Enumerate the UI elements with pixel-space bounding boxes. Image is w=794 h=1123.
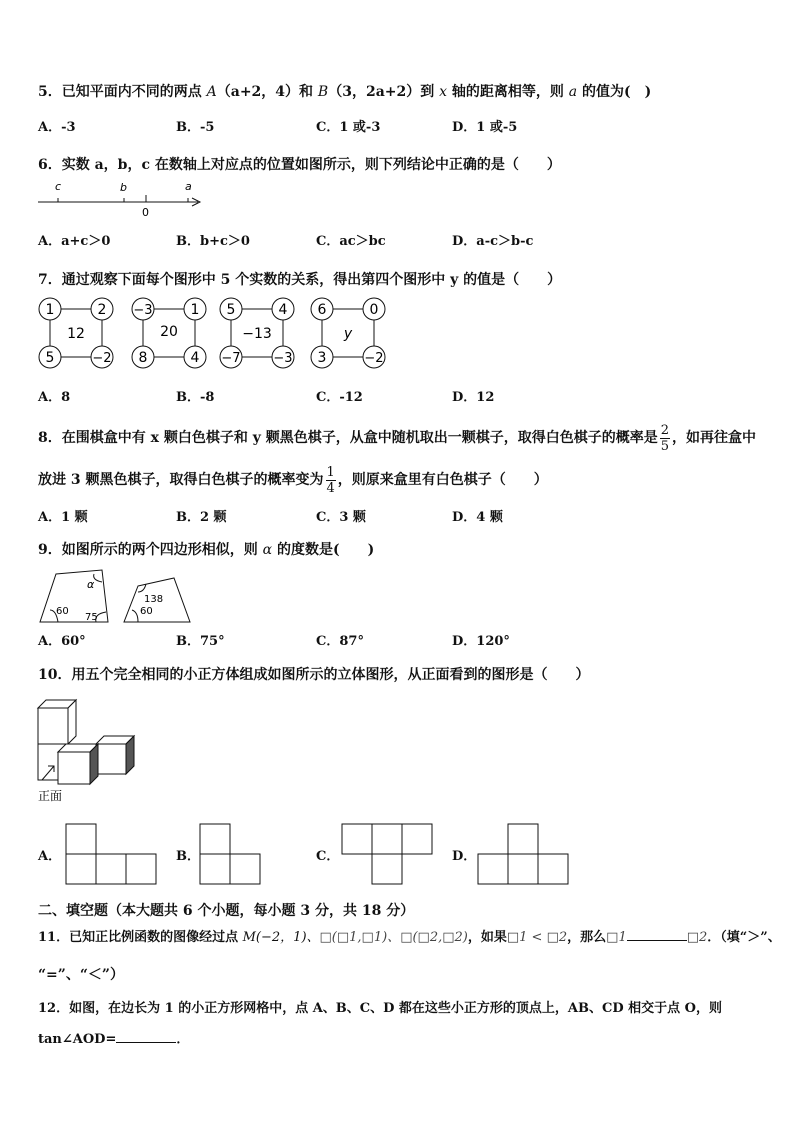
fig2-bottom-right: 4 <box>190 350 200 366</box>
q7-option-b[interactable]: B．-8 <box>176 390 215 405</box>
q5-text-a: 5．已知平面内不同的两点 <box>38 84 207 100</box>
fraction-one-quarter <box>326 465 336 496</box>
cube-stack-figure <box>36 696 144 806</box>
square-figure-1 <box>39 298 113 368</box>
fig4-top-left: 6 <box>317 302 327 318</box>
q11-y2: □2 <box>686 930 708 945</box>
fig3-top-right: 4 <box>278 302 288 318</box>
q8-text-c: 放进 3 颗黑色棋子，取得白色棋子的概率变为 <box>38 472 324 488</box>
q7-option-c[interactable]: C．-12 <box>316 390 363 405</box>
q9-option-c[interactable]: C．87° <box>316 634 364 649</box>
fraction-2-numerator: 1 <box>326 464 335 480</box>
fraction-1-numerator: 2 <box>660 422 669 438</box>
fig1-bottom-right: −2 <box>92 351 112 366</box>
q11-text-b: ，如果 <box>467 930 507 945</box>
q10-option-d[interactable]: D． <box>452 849 477 864</box>
q5-text-d: 轴的距离相等，则 <box>447 84 569 100</box>
q5-option-a[interactable]: A．-3 <box>38 120 76 135</box>
question-12-line-2 <box>38 1030 189 1049</box>
section-fill-in-heading: 二、填空题（本大题共 6 个小题，每小题 3 分，共 18 分） <box>38 903 415 919</box>
q8-option-a[interactable]: A．1 颗 <box>38 510 88 525</box>
fig2-top-right: 1 <box>190 302 200 318</box>
q5-option-b[interactable]: B．-5 <box>176 120 215 135</box>
q8-text-d: ，则原来盒里有白色棋子（ ） <box>337 472 548 488</box>
q6-option-b[interactable]: B．b+c＞0 <box>176 234 250 249</box>
fig1-top-left: 1 <box>45 302 55 318</box>
fig4-center-y: y <box>343 326 353 342</box>
q5-point-a: A <box>206 84 217 100</box>
fig3-center: −13 <box>242 326 272 342</box>
question-5 <box>38 83 651 101</box>
q11-point-m: M(−2，1)、 <box>242 930 320 945</box>
q5-x-var: x <box>439 84 448 100</box>
angle-75-label: 75 <box>85 612 98 623</box>
q6-option-a[interactable]: A．a+c＞0 <box>38 234 111 249</box>
fig1-center: 12 <box>67 326 85 342</box>
q9-option-a[interactable]: A．60° <box>38 634 86 649</box>
q11-text-d: ．（填“＞”、 <box>707 930 781 945</box>
axis-label-c: c <box>55 180 62 193</box>
q5-a-var: a <box>568 84 578 100</box>
fraction-two-fifths <box>660 423 670 454</box>
fig2-bottom-left: 8 <box>138 350 148 366</box>
angle-60-label: 60 <box>56 606 69 617</box>
question-8-line-2 <box>38 462 548 498</box>
number-squares-figure <box>34 294 394 372</box>
q5-text-b: （a+2，4）和 <box>216 84 318 100</box>
q8-text-a: 8．在围棋盒中有 x 颗白色棋子和 y 颗黑色棋子，从盒中随机取出一颗棋子，取得白色棋子的概率是 <box>38 430 658 446</box>
angle-138-label: 138 <box>144 594 164 605</box>
question-10: 10．用五个完全相同的小正方体组成如图所示的立体图形，从正面看到的图形是（ ） <box>38 667 590 683</box>
angle-alpha-label: α <box>87 578 95 591</box>
fig4-bottom-right: −2 <box>364 351 384 366</box>
q10-option-a[interactable]: A． <box>38 849 62 864</box>
q5-text-e: 的值为( ) <box>577 84 652 100</box>
question-6: 6．实数 a，b，c 在数轴上对应点的位置如图所示，则下列结论中正确的是（ ） <box>38 157 561 173</box>
q6-option-c[interactable]: C．ac＞bc <box>316 234 386 249</box>
square-figure-2 <box>132 298 206 368</box>
number-line-figure <box>36 176 211 222</box>
angle-b60-label: 60 <box>140 606 153 617</box>
q10-option-b[interactable]: B． <box>176 849 200 864</box>
option-c-view-figure <box>340 822 434 886</box>
q9-text-a: 9．如图所示的两个四边形相似，则 <box>38 542 263 558</box>
q7-option-d[interactable]: D．12 <box>452 390 495 405</box>
square-figure-4 <box>311 298 385 368</box>
option-d-view-figure <box>476 822 570 886</box>
option-a-view-figure <box>64 822 158 886</box>
q5-option-d[interactable]: D．1 或-5 <box>452 120 518 135</box>
q10-option-c[interactable]: C． <box>316 849 340 864</box>
question-11-line-2: “=”、“＜”） <box>38 967 124 983</box>
q9-text-b: 的度数是( ) <box>272 542 375 558</box>
fig3-bottom-left: −7 <box>221 351 241 366</box>
question-8-line-1 <box>38 420 756 456</box>
q9-alpha: α <box>262 542 273 558</box>
q12-answer-blank[interactable] <box>116 1030 176 1043</box>
q11-y1: □1 <box>606 930 627 945</box>
fig1-bottom-left: 5 <box>45 350 55 366</box>
q8-option-c[interactable]: C．3 颗 <box>316 510 366 525</box>
fig1-top-right: 2 <box>97 302 107 318</box>
q9-option-d[interactable]: D．120° <box>452 634 510 649</box>
fig3-bottom-right: −3 <box>273 351 293 366</box>
q5-text-c: （3，2a+2）到 <box>328 84 440 100</box>
q8-text-b: ，如再往盒中 <box>672 430 756 446</box>
q9-option-b[interactable]: B．75° <box>176 634 225 649</box>
fig2-center: 20 <box>160 324 178 340</box>
q6-option-d[interactable]: D．a-c＞b-c <box>452 234 534 249</box>
q11-point-2: □(□2,□2) <box>400 930 468 945</box>
q8-option-d[interactable]: D．4 颗 <box>452 510 503 525</box>
q11-point-1: □(□1,□1)、 <box>319 930 401 945</box>
q8-option-b[interactable]: B．2 颗 <box>176 510 227 525</box>
question-7: 7．通过观察下面每个图形中 5 个实数的关系，得出第四个图形中 y 的值是（ ） <box>38 272 562 288</box>
q11-text-c: ，那么 <box>567 930 607 945</box>
fig4-bottom-left: 3 <box>317 350 327 366</box>
question-11 <box>38 928 781 947</box>
fraction-2-denominator: 4 <box>326 480 335 496</box>
axis-label-b: b <box>120 181 127 194</box>
q11-condition: □1 < □2 <box>506 930 568 945</box>
q5-option-c[interactable]: C．1 或-3 <box>316 120 381 135</box>
front-view-label: 正面 <box>38 789 63 803</box>
fraction-1-denominator: 5 <box>660 438 669 454</box>
q11-answer-blank[interactable] <box>627 928 687 941</box>
q12-text-c: ． <box>176 1032 190 1047</box>
q12-text-b: tan∠AOD= <box>38 1032 117 1047</box>
axis-label-zero: 0 <box>142 206 149 219</box>
similar-quadrilaterals-figure <box>36 566 206 626</box>
fig2-top-left: −3 <box>133 303 153 318</box>
fig3-top-left: 5 <box>226 302 236 318</box>
q5-point-b: B <box>317 84 329 100</box>
square-figure-3 <box>220 298 294 368</box>
q11-text-a: 11．已知正比例函数的图像经过点 <box>38 930 243 945</box>
q7-option-a[interactable]: A．8 <box>38 390 71 405</box>
question-9 <box>38 541 374 559</box>
axis-label-a: a <box>185 180 192 193</box>
fig4-top-right: 0 <box>369 302 379 318</box>
question-12: 12．如图，在边长为 1 的小正方形网格中，点 A、B、C、D 都在这些小正方形的顶点上，AB、CD 相交于点 O，则 <box>38 1001 723 1016</box>
option-b-view-figure <box>198 822 262 886</box>
